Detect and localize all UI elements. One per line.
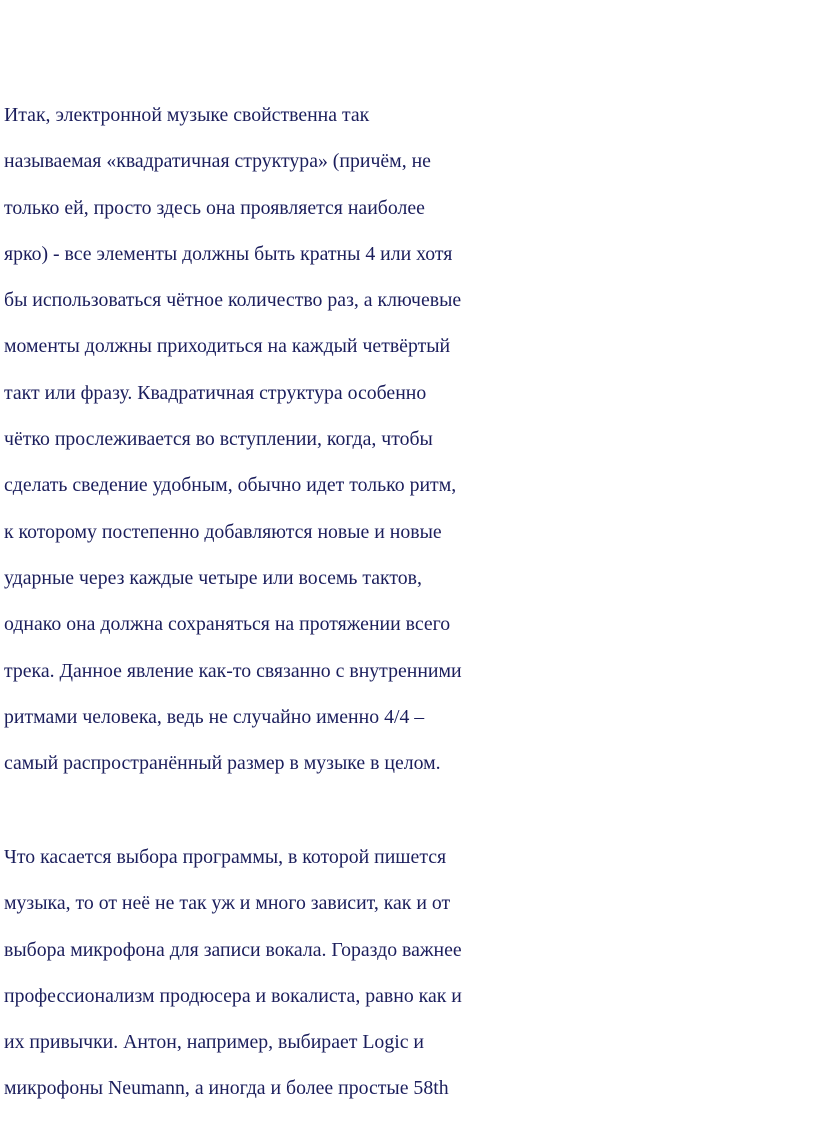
text-line: музыка, то от неё не так уж и много зависит, как и от	[4, 892, 451, 915]
text-line: Итак, электронной музыке свойственна так	[4, 104, 370, 126]
text-line: однако она должна сохраняться на протяжении всего	[4, 613, 451, 636]
text-line: только ей, просто здесь она проявляется наиболее	[4, 196, 425, 219]
text-line: микрофоны Neumann, а иногда и более простые 58th	[4, 1077, 449, 1100]
text-line: называемая «квадратичная структура» (причём, не	[4, 150, 431, 173]
text-line: выбора микрофона для записи вокала. Гораздо важнее	[4, 938, 462, 961]
text-line: ритмами человека, ведь не случайно именно 4/4 –	[4, 705, 425, 728]
text-line: сделать сведение удобным, обычно идет только ритм,	[4, 474, 457, 497]
text-line: самый распространённый размер в музыке в целом.	[4, 752, 441, 775]
text-line: к которому постепенно добавляются новые и новые	[4, 520, 442, 543]
text-line: чётко прослеживается во вступлении, когда, чтобы	[4, 428, 433, 451]
text-line: трека. Данное явление как-то связанно с внутренними	[4, 659, 462, 682]
text-line: их привычки. Антон, например, выбирает Logic и	[4, 1031, 425, 1054]
paragraph-quadratic-structure	[4, 92, 816, 786]
text-line: Что касается выбора программы, в которой пишется	[4, 846, 447, 868]
text-line: моменты должны приходиться на каждый четвёртый	[4, 335, 451, 358]
text-line: профессионализм продюсера и вокалиста, равно как и	[4, 984, 462, 1007]
text-line: бы использоваться чётное количество раз, а ключевые	[4, 289, 462, 312]
paragraph-software-choice	[4, 834, 816, 1112]
text-line: такт или фразу. Квадратичная структура особенно	[4, 381, 427, 404]
text-line: ярко) - все элементы должны быть кратны 4 или хотя	[4, 242, 453, 265]
text-line: ударные через каждые четыре или восемь тактов,	[4, 566, 422, 589]
